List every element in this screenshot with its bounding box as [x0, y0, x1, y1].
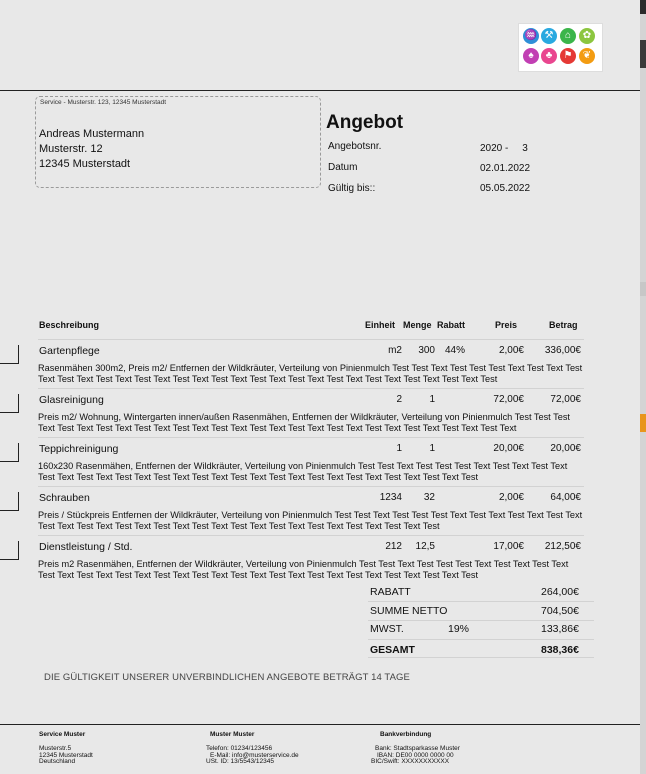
item-qty: 1	[429, 443, 435, 454]
scrollbar-segment	[640, 282, 646, 296]
fold-mark	[0, 345, 19, 364]
item-unit: m2	[388, 345, 402, 356]
header-divider	[0, 90, 640, 91]
item-qty: 300	[418, 345, 435, 356]
item-description: Preis / Stückpreis Entfernen der Wildkräuter, Verteilung von Pinienmulch Test Test Text Test Test Test Text Test Text Test Text Test Text Test Text Test Text Test Text Test Text Test Text Test Text Test Text Test Text Test Text Test Text Test	[38, 510, 583, 531]
row-divider	[38, 339, 584, 340]
footer-line: Deutschland	[39, 758, 76, 765]
row-divider	[38, 535, 584, 536]
scrollbar-segment	[640, 40, 646, 68]
item-qty: 1	[429, 394, 435, 405]
col-header-description: Beschreibung	[39, 320, 100, 330]
item-amount: 20,00€	[550, 443, 581, 454]
item-qty: 32	[423, 492, 435, 503]
recipient-address	[39, 127, 144, 172]
item-price: 2,00€	[498, 492, 524, 503]
scrollbar-track[interactable]	[640, 0, 646, 774]
house-icon: ⌂	[560, 28, 576, 44]
footer-contact-title: Muster Muster	[210, 731, 255, 738]
footer-divider	[0, 724, 640, 725]
item-name: Gartenpflege	[39, 345, 100, 357]
item-description: Preis m2 Rasenmähen, Entfernen der Wildkräuter, Verteilung von Pinienmulch Test Test Text Test Test Test Text Test Text Test Text Test Text Test Text Test Text Test Text Test Text Test Text Test Text Test Text Test Text Test Text Test Text Test	[38, 559, 569, 580]
item-qty: 12,5	[415, 541, 435, 552]
footer-bank-info	[371, 746, 460, 766]
grand-total-label: GESAMT	[370, 644, 415, 656]
plant-icon: ✿	[579, 28, 595, 44]
fold-mark	[0, 541, 19, 560]
item-name: Glasreinigung	[39, 394, 104, 406]
valid-until-value: 05.05.2022	[480, 183, 531, 194]
document-title: Angebot	[326, 112, 404, 133]
recipient-city: 12345 Musterstadt	[39, 158, 131, 170]
footer-line: Bank: Stadtsparkasse Muster	[375, 745, 460, 752]
totals-divider	[368, 657, 594, 658]
vat-label: MWST.	[370, 623, 404, 635]
vat-value: 133,86€	[541, 623, 579, 635]
valid-until-label: Gültig bis::	[328, 183, 376, 194]
col-header-discount: Rabatt	[437, 320, 466, 330]
item-name: Teppichreinigung	[39, 443, 119, 455]
row-divider	[38, 486, 584, 487]
item-amount: 64,00€	[550, 492, 581, 503]
footer-line: USt. ID: 13/5543/12345	[206, 758, 274, 765]
item-amount: 336,00€	[544, 345, 581, 356]
item-description: 160x230 Rasenmähen, Entfernen der Wildkräuter, Verteilung von Pinienmulch Test Test Text Test Test Test Text Test Text Test Text Test Text Test Text Test Text Test Text Test Text Test Text Test Text Test Text Test Text Test Text Test Text Test	[38, 461, 568, 482]
item-price: 20,00€	[493, 443, 524, 454]
discount-total-label: RABATT	[370, 586, 411, 598]
fold-mark	[0, 492, 19, 511]
cleaning-icon: ♒	[523, 28, 539, 44]
broom-icon: ♣	[541, 48, 557, 64]
item-price: 17,00€	[493, 541, 524, 552]
item-unit: 1234	[379, 492, 402, 503]
table-row	[0, 535, 640, 583]
row-divider	[38, 437, 584, 438]
footer-line: BIC/Swift: XXXXXXXXXXX	[371, 758, 450, 765]
date-value: 02.01.2022	[480, 163, 531, 174]
footer-contact-info	[206, 746, 299, 766]
company-logo	[518, 23, 603, 72]
totals-divider	[368, 639, 594, 640]
footer-bank-title: Bankverbindung	[380, 731, 432, 738]
scrollbar-segment	[640, 414, 646, 432]
leaf-icon: ❦	[579, 48, 595, 64]
footer-line: 12345 Musterstadt	[39, 751, 93, 759]
totals-divider	[368, 620, 594, 621]
sender-line: Service - Musterstr. 123, 12345 Musterstadt	[40, 99, 167, 106]
col-header-qty: Menge	[403, 320, 432, 330]
item-unit: 1	[396, 443, 402, 454]
net-total-value: 704,50€	[541, 605, 579, 617]
offer-number-label: Angebotsnr.	[328, 141, 382, 152]
discount-total-value: 264,00€	[541, 586, 579, 598]
address-window	[35, 96, 321, 188]
item-name: Dienstleistung / Std.	[39, 541, 133, 553]
wheelbarrow-icon: ⚑	[560, 48, 576, 64]
footer-company-address	[39, 746, 93, 766]
item-discount: 44%	[444, 345, 465, 356]
fold-mark	[0, 394, 19, 413]
table-row	[0, 339, 640, 387]
col-header-amount: Betrag	[549, 320, 578, 330]
garden-icon: ♠	[523, 48, 539, 64]
col-header-unit: Einheit	[365, 320, 396, 330]
item-description: Rasenmähen 300m2, Preis m2/ Entfernen der Wildkräuter, Verteilung von Pinienmulch Test Test Text Test Test Test Text Test Text Test Text Test Text Test Text Test Text Test Text Test Text Test Text Test Text Test Text Test Text Test Text Test Text Test	[38, 363, 583, 384]
offer-number-value: 2020 - 3	[480, 143, 528, 154]
footer-line: Musterstr.5	[39, 745, 72, 752]
date-label: Datum	[328, 162, 358, 173]
recipient-name: Andreas Mustermann	[39, 128, 145, 140]
vat-rate: 19%	[448, 623, 470, 635]
col-header-price: Preis	[495, 320, 518, 330]
table-row	[0, 388, 640, 436]
item-description: Preis m2/ Wohnung, Wintergarten innen/außen Rasenmähen, Entfernen der Wildkräuter, Verteilung von Pinienmulch Test Test Test Text Test Text Test Text Test Text Test Text Test Text Test Text Test Text Test Text Test Text Test Text Test Text Test Text	[38, 412, 570, 433]
item-name: Schrauben	[39, 492, 90, 504]
table-row	[0, 437, 640, 485]
footer-line: IBAN: DE00 0000 0000 00	[377, 751, 454, 759]
footer-company-title: Service Muster	[39, 731, 86, 738]
net-total-label: SUMME NETTO	[370, 605, 448, 617]
recipient-street: Musterstr. 12	[39, 143, 103, 155]
grand-total-value: 838,36€	[541, 644, 579, 656]
fold-mark	[0, 443, 19, 462]
item-unit: 212	[385, 541, 402, 552]
item-price: 2,00€	[498, 345, 524, 356]
row-divider	[38, 388, 584, 389]
item-amount: 212,50€	[544, 541, 581, 552]
item-price: 72,00€	[493, 394, 524, 405]
table-row	[0, 486, 640, 534]
item-amount: 72,00€	[550, 394, 581, 405]
totals-divider	[368, 601, 594, 602]
tools-icon: ⚒	[541, 28, 557, 44]
footer-line: E-Mail: info@musterservice.de	[210, 751, 299, 759]
footer-line: Telefon: 01234/123456	[206, 745, 273, 752]
validity-note: DIE GÜLTIGKEIT UNSERER UNVERBINDLICHEN ANGEBOTE BETRÄGT 14 TAGE	[44, 672, 410, 683]
item-unit: 2	[396, 394, 402, 405]
scrollbar-segment	[640, 0, 646, 14]
